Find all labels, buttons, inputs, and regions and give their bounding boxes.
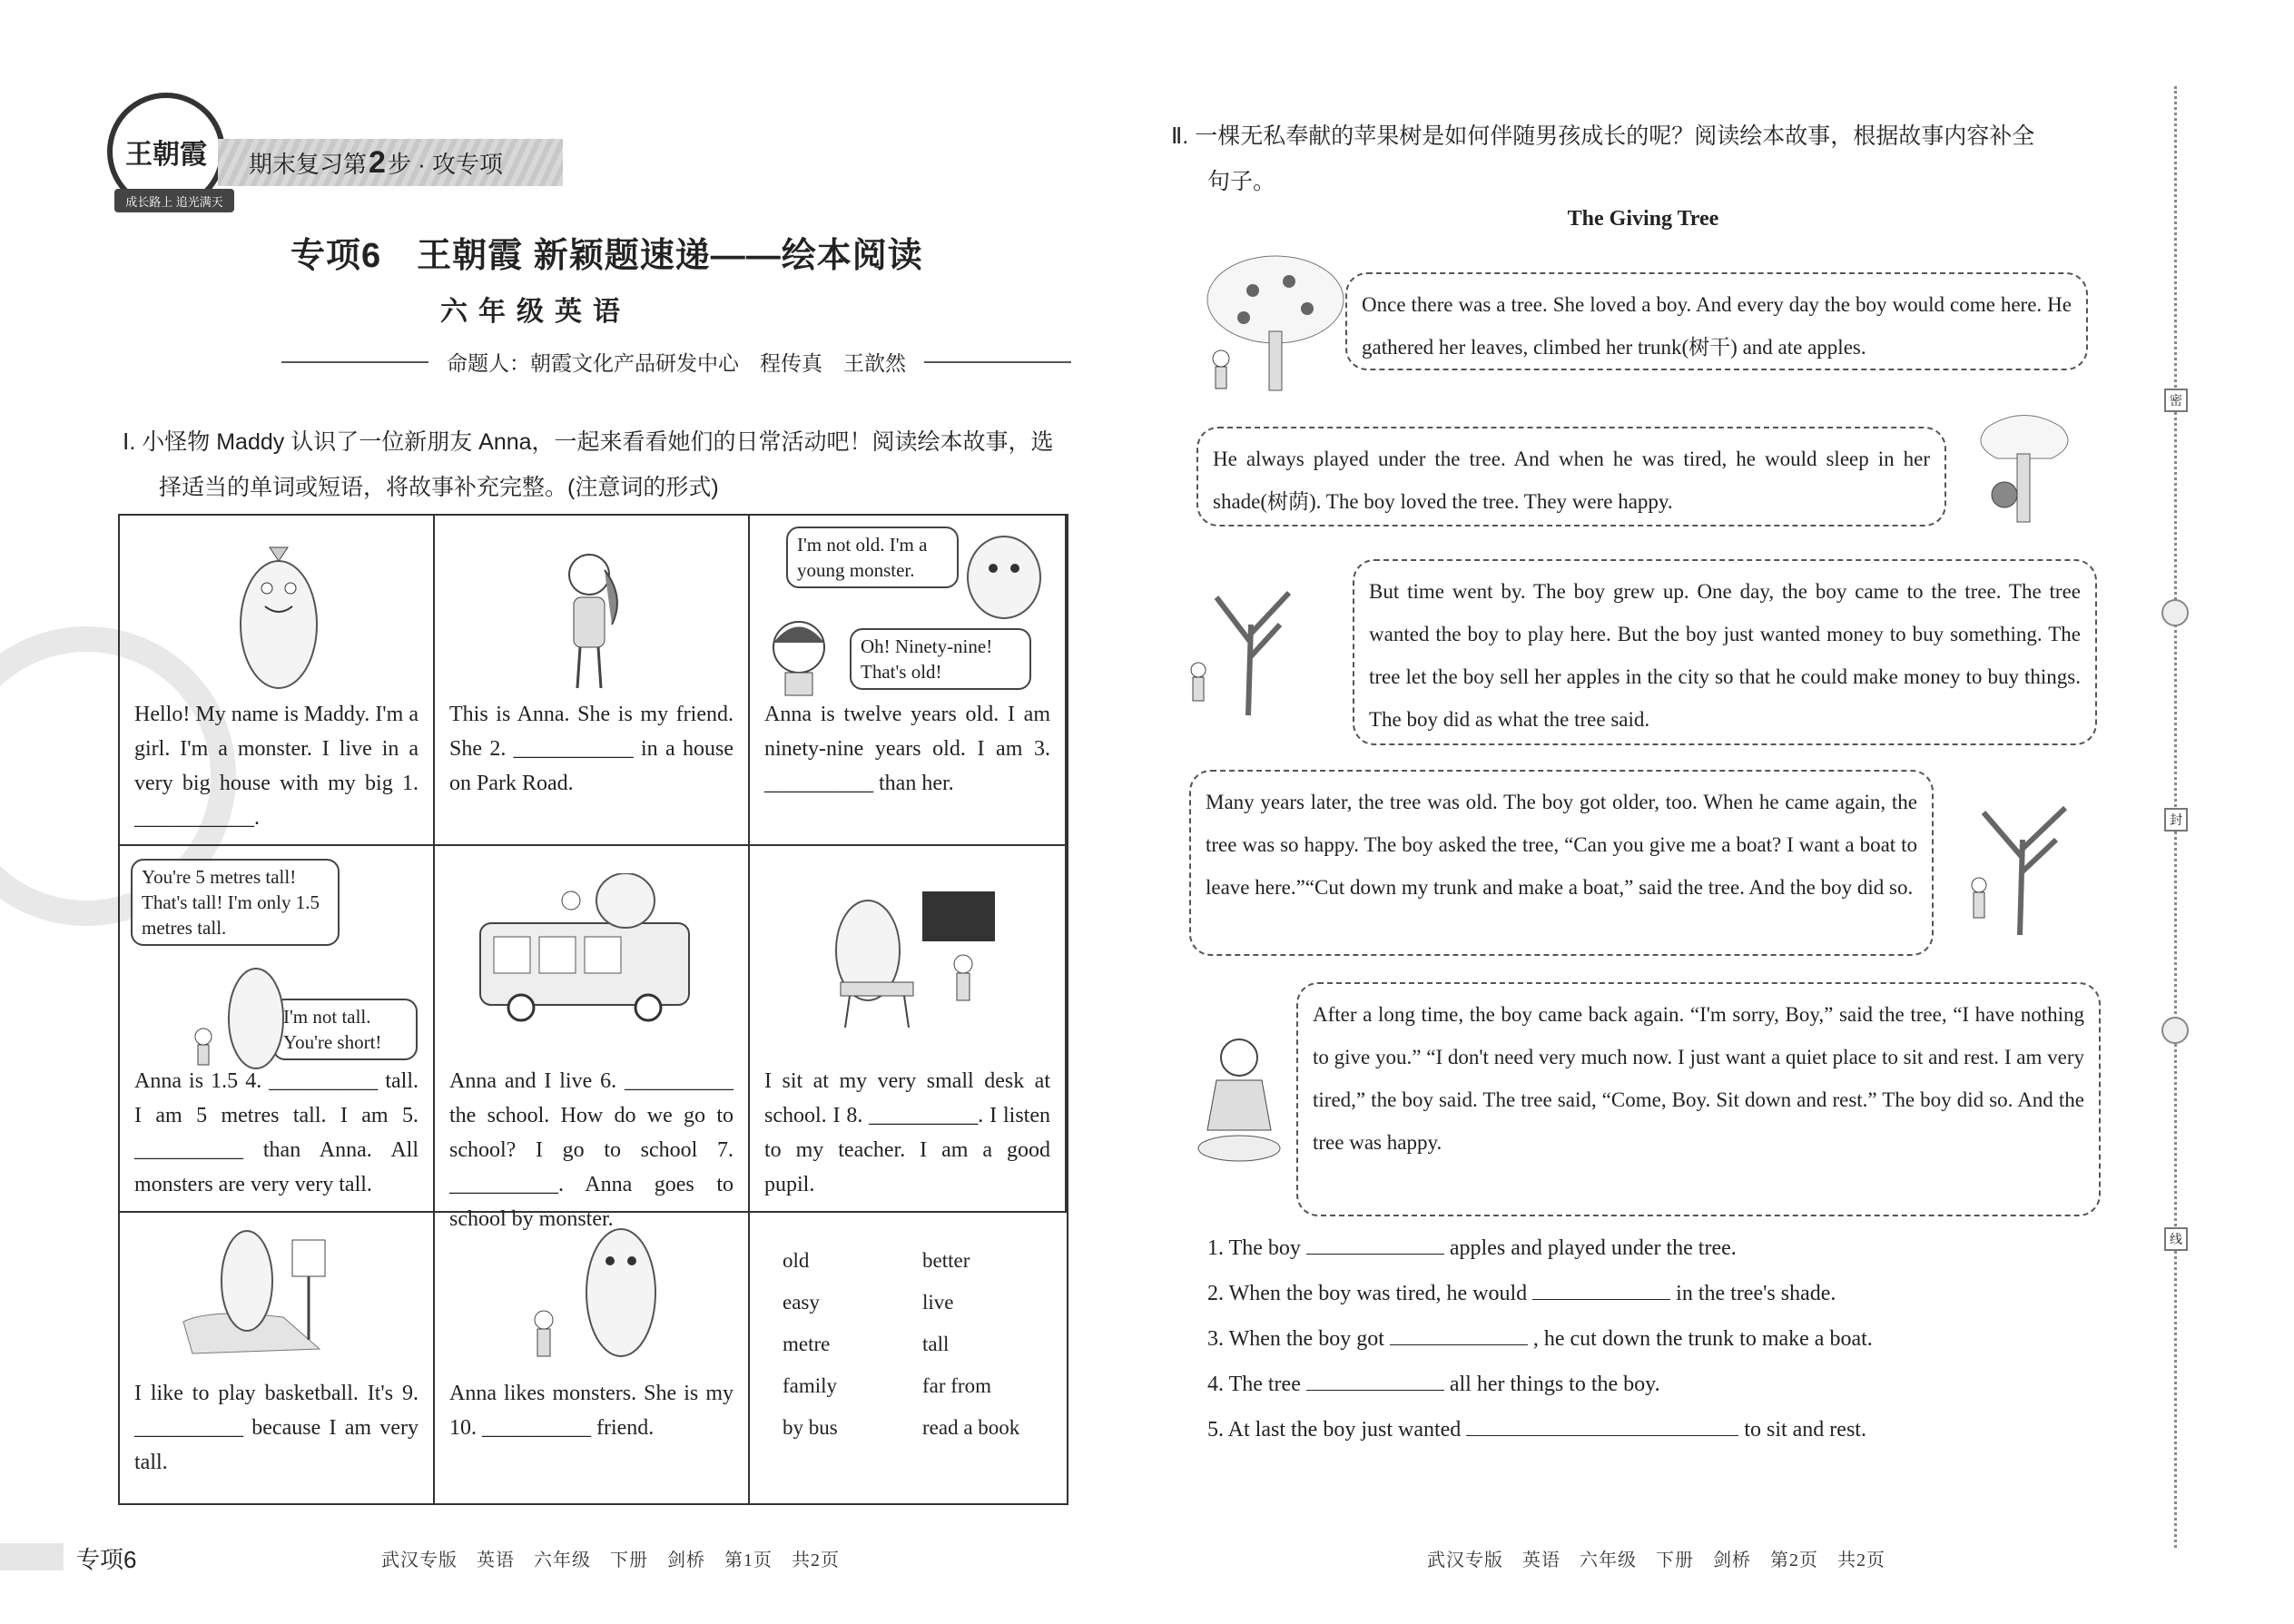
story-paragraph-3: But time went by. The boy grew up. One day, the boy came to the tree. The tree wanted the boy to play here. But the boy just wanted money to buy something. The tree let the boy sell her apples in the city so that he could make money to buy things. The boy did as what the tree said.: [1353, 559, 2097, 745]
word-bank-item: far from: [922, 1374, 991, 1397]
bare-tree-figure: [1180, 570, 1316, 724]
question-text: apples and played under the tree.: [1449, 1236, 1737, 1260]
review-banner: [218, 139, 563, 186]
story-title: The Giving Tree: [1567, 207, 1719, 231]
question-text: 4. The tree: [1207, 1373, 1301, 1396]
instruction-line: Ⅱ. 一棵无私奉献的苹果树是如何伴随男孩成长的呢？阅读绘本故事，根据故事内容补全: [1171, 123, 2035, 149]
old-man-on-stump-figure: [1180, 1030, 1298, 1171]
word-bank-item: better: [922, 1249, 970, 1272]
divider: [924, 361, 1071, 363]
boy-sleeping-under-tree-figure: [1961, 408, 2088, 536]
author-text: 命题人：朝霞文化产品研发中心 程传真 王歆然: [447, 352, 906, 375]
answer-blank-4[interactable]: [1306, 1390, 1444, 1391]
story-paragraph-4: Many years later, the tree was old. The boy got older, too. When he came again, the tree was so happy. The boy asked the tree, “Can you give me a boat? I want a boat to leave here.”“Cut down my trunk and make a boat,” said the tree. And the boy did so.: [1189, 770, 1934, 956]
speech-bubble: I'm not tall. You're short!: [272, 999, 418, 1060]
monster-maddy-figure: [229, 534, 329, 697]
speech-bubble: I'm not old. I'm a young monster.: [786, 527, 959, 588]
comic-cell-6: [750, 846, 1067, 1213]
cell-text: This is Anna. She is my friend. She 2. ___________ in a house on Park Road.: [449, 703, 733, 795]
monster-and-anna-figure: [183, 955, 292, 1073]
question-text: , he cut down the trunk to make a boat.: [1532, 1327, 1873, 1351]
speech-bubble: You're 5 metres tall! That's tall! I'm only 1.5 metres tall.: [131, 859, 340, 946]
comic-cell-7: [120, 1213, 435, 1503]
comic-cell-1: [120, 516, 435, 846]
instruction-line: 择适当的单词或短语，将故事补充完整。(注意词的形式): [159, 475, 719, 500]
instruction-line: 句子。: [1207, 169, 1276, 194]
story-paragraph-5: After a long time, the boy came back again. “I'm sorry, Boy,” said the tree, “I have nothing to give you.” “I don't need very much now. I just want a quiet place to sit and rest. I am very tired,” the boy said. The tree said, “Come, Boy. Sit down and rest.” The boy did so. And the tree was happy.: [1296, 982, 2101, 1216]
monster-anna-figure: [517, 1220, 680, 1370]
comic-cell-8: [435, 1213, 750, 1503]
question-4: [1207, 1373, 1660, 1397]
cell-text: Hello! My name is Maddy. I'm a girl. I'm a monster. I live in a very big house with my big 1. ___________.: [134, 703, 418, 830]
word-bank-item: metre: [783, 1333, 831, 1355]
question-5: [1207, 1418, 1866, 1442]
tree-with-apples-figure: [1189, 250, 1362, 395]
basketball-figure: [174, 1222, 338, 1358]
binding-hole: [2161, 599, 2189, 626]
comic-cell-2: [435, 516, 750, 846]
word-bank: [750, 1213, 1067, 1503]
question-text: 2. When the boy was tired, he would: [1207, 1282, 1528, 1305]
story-paragraph-1: Once there was a tree. She loved a boy. And every day the boy would come here. He gathered her leaves, climbed her trunk(树干) and ate apples.: [1345, 272, 2088, 370]
anna-figure: [539, 543, 639, 697]
page-subtitle: 六年级英语: [440, 297, 631, 327]
footer-page-info: 武汉专版 英语 六年级 下册 剑桥 第1页 共2页: [381, 1550, 840, 1570]
binding-hole: [2161, 1017, 2189, 1044]
banner-suffix: 步 · 攻专项: [387, 150, 504, 178]
cell-text: Anna is 1.5 4. __________ tall. I am 5 metres tall. I am 5. __________ than Anna. All monsters are very very tall.: [134, 1069, 418, 1196]
word-bank-item: read a book: [922, 1416, 1020, 1439]
answer-blank-5[interactable]: [1466, 1435, 1738, 1436]
old-tree-figure: [1952, 785, 2079, 940]
divider: [281, 361, 428, 363]
classroom-figure: [804, 873, 1022, 1037]
word-bank-item: easy: [783, 1291, 820, 1314]
comic-grid: [118, 514, 1068, 1505]
bus-figure: [471, 873, 707, 1028]
author-line: [281, 347, 1071, 377]
part1-instruction: [123, 419, 1076, 510]
part2-instruction: [1171, 113, 2133, 204]
binding-mark: 线: [2164, 1227, 2188, 1251]
answer-blank-2[interactable]: [1532, 1299, 1670, 1300]
word-bank-item: tall: [922, 1333, 950, 1355]
monster-head-figure: [959, 523, 1049, 623]
footer-section-label: 专项6: [76, 1546, 137, 1573]
page-title: 专项6 王朝霞 新颖题速递——绘本阅读: [290, 237, 923, 275]
banner-prefix: 期末复习第: [249, 150, 368, 178]
answer-blank-1[interactable]: [1306, 1254, 1444, 1255]
comic-cell-4: [120, 846, 435, 1213]
story-paragraph-2: He always played under the tree. And when he was tired, he would sleep in her shade(树荫). The boy loved the tree. They were happy.: [1196, 427, 1946, 527]
question-text: 3. When the boy got: [1207, 1327, 1384, 1351]
cell-text: I sit at my very small desk at school. I 8. __________. I listen to my teacher. I am a good pupil.: [764, 1069, 1050, 1196]
instruction-line: Ⅰ. 小怪物 Maddy 认识了一位新朋友 Anna，一起来看看她们的日常活动吧！阅读绘本故事，选: [123, 429, 1054, 455]
comic-cell-3: [750, 516, 1067, 846]
cell-text: Anna is twelve years old. I am ninety-nine years old. I am 3. __________ than her.: [764, 703, 1050, 795]
word-bank-item: old: [783, 1249, 810, 1272]
anna-head-figure: [763, 611, 835, 697]
word-bank-item: live: [922, 1291, 954, 1314]
question-1: [1207, 1236, 1737, 1261]
question-text: 5. At last the boy just wanted: [1207, 1418, 1462, 1442]
question-text: all her things to the boy.: [1449, 1373, 1660, 1396]
cell-text: Anna and I live 6. __________ the school. How do we go to school? I go to school 7. __________. Anna goes to school by monster.: [449, 1069, 733, 1231]
logo-band: 成长路上 追光满天: [114, 189, 234, 212]
cell-text: I like to play basketball. It's 9. __________ because I am very tall.: [134, 1382, 418, 1474]
answer-blank-3[interactable]: [1390, 1344, 1528, 1345]
comic-cell-5: [435, 846, 750, 1231]
banner-step: 2: [369, 144, 386, 180]
word-bank-item: by bus: [783, 1416, 838, 1439]
question-text: in the tree's shade.: [1676, 1282, 1836, 1305]
binding-mark: 密: [2164, 389, 2188, 412]
speech-bubble: Oh! Ninety-nine! That's old!: [850, 628, 1031, 690]
word-bank-item: family: [783, 1374, 838, 1397]
footer-page-info: 武汉专版 英语 六年级 下册 剑桥 第2页 共2页: [1427, 1550, 1885, 1570]
question-3: [1207, 1327, 1873, 1352]
question-text: to sit and rest.: [1744, 1418, 1866, 1442]
question-text: 1. The boy: [1207, 1236, 1301, 1260]
question-2: [1207, 1282, 1836, 1306]
logo-text: 王朝霞: [125, 140, 207, 170]
cell-text: Anna likes monsters. She is my 10. __________ friend.: [449, 1382, 733, 1440]
footer-bar: [0, 1543, 64, 1570]
binding-mark: 封: [2164, 808, 2188, 832]
